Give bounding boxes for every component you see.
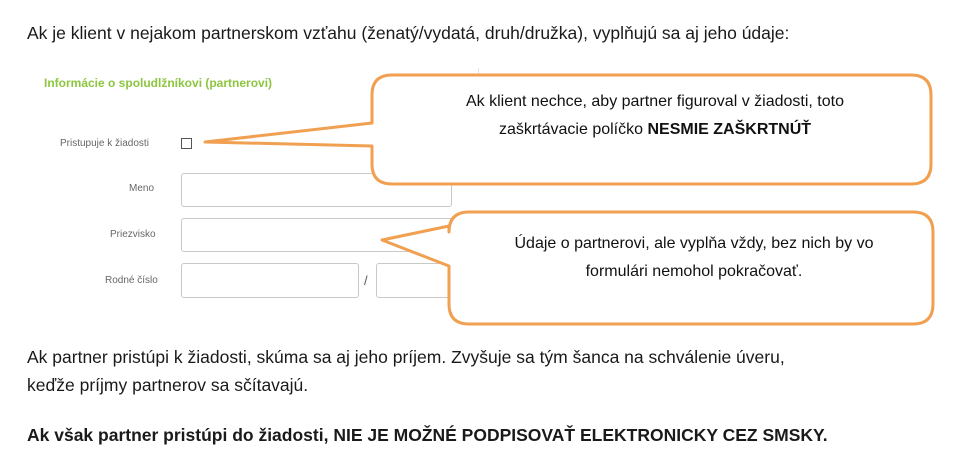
last-name-label: Priezvisko — [110, 229, 156, 240]
callout-1-emphasis: NESMIE ZAŠKRTNÚŤ — [647, 121, 812, 138]
form-section-title: Informácie o spoludlžníkovi (partnerovi) — [44, 76, 273, 90]
intro-text: Ak je klient v nejakom partnerskom vzťahu (ženatý/vydatá, druh/družka), vyplňujú sa aj jeho údaje: — [27, 23, 790, 43]
first-name-label: Meno — [129, 183, 155, 194]
joins-label: Pristupuje k žiadosti — [60, 138, 149, 149]
birth-number-label: Rodné číslo — [105, 275, 158, 286]
warning-text: Ak však partner pristúpi do žiadosti, NIE JE MOŽNÉ PODPISOVAŤ ELEKTRONICKY CEZ SMSKY. — [27, 425, 828, 445]
callout-2-line1: Údaje o partnerovi, ale vyplňa vždy, bez nich by vo — [514, 235, 874, 252]
callout-1-line2 — [380, 116, 930, 144]
paragraph-line-1: Ak partner pristúpi k žiadosti, skúma sa aj jeho príjem. Zvyšuje sa tým šanca na schválenie úveru, — [27, 347, 785, 367]
callout-1-line1: Ak klient nechce, aby partner figuroval v žiadosti, toto — [466, 93, 844, 110]
callout-1-line2-prefix: zaškrtávacie políčko — [498, 121, 648, 138]
callout-2-text — [455, 230, 933, 286]
callout-1-text — [380, 88, 930, 144]
paragraph-line-2: keďže príjmy partnerov sa sčítavajú. — [27, 375, 309, 395]
callout-2-line2: formulári nemohol pokračovať. — [585, 263, 803, 280]
birth-number-separator: / — [364, 273, 368, 288]
